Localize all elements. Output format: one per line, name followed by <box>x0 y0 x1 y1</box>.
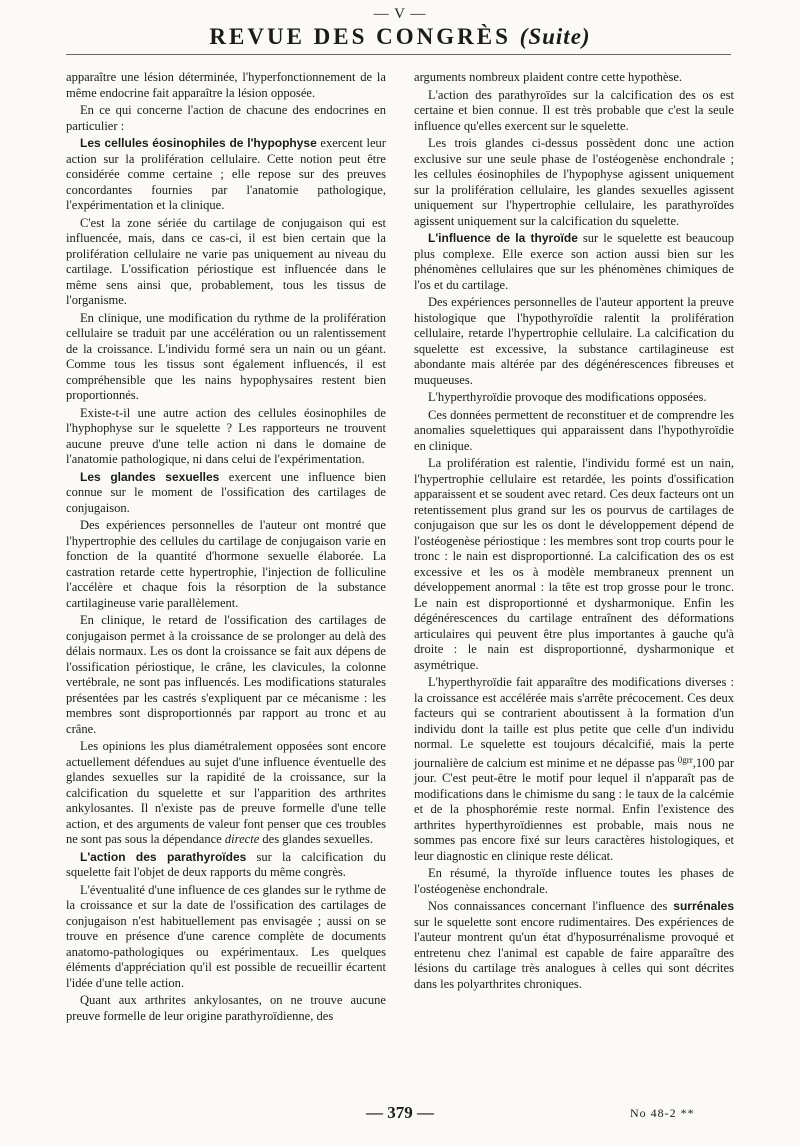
paragraph-text: Nos connaissances concernant l'influence des <box>428 899 674 913</box>
paragraph <box>66 136 386 214</box>
paragraph: En clinique, une modification du rythme de la prolifération cellulaire se traduit par une accélération ou un ralentissement de la croissance. L'individu formé sera un nain ou un géant. Comme tous les tissus sont également influencés, il est compréhensible que les nains hypophysaires restent bien proportionnés. <box>66 310 386 402</box>
paragraph: En clinique, le retard de l'ossification des cartilages de conjugaison permet à la croissance de se prolonger au delà des délais normaux. Les os dont la croissance se fait aux dépens de l'ossification périostique, le crâne, les clavicules, la colonne vertébrale, ne sont pas influencés. Les modifications staturales présentées par les castrés s'expliquent par ce mécanisme : les membres sont disproportionnés par rapport au tronc et au crâne. <box>66 613 386 736</box>
emphasis: directe <box>224 832 260 846</box>
paragraph-text: sur la calcification du squelette fait l'objet de deux rapports du même congrès. <box>66 849 386 879</box>
paragraph: Existe-t-il une autre action des cellules éosinophiles de l'hyphophyse sur le squelette ? Les rapporteurs ne trouvent aucune preuve d'une telle action ni dans le domaine de l'anatomie pathologique, ni dans celui de l'expérimentation. <box>66 405 386 466</box>
paragraph <box>414 899 734 992</box>
paragraph: L'action des parathyroïdes sur la calcification des os est certaine et bien connue. Il est très probable que c'est la seule influence qu'elles exercent sur le squelette. <box>414 87 734 133</box>
paragraph: Des expériences personnelles de l'auteur ont montré que l'hypertrophie des cellules du cartilage de conjugaison varie en fonction de la quantité d'hormone sexuelle élaborée. La castration retarde cette hypertrophie, l'injection de folliculine l'accélère et chaque fois la résorption de la substance cartilagineuse varie parallèlement. <box>66 518 386 610</box>
paragraph-text: des glandes sexuelles. <box>259 832 373 846</box>
paragraph <box>66 470 386 517</box>
paragraph-text: Les opinions les plus diamétralement opposées sont encore actuellement défendues au sujet d'une influence éventuelle des glandes sexuelles sur la rapidité de la croissance, sur la calcification du squelette et sur l'apparition des arthrites ankylosantes. Il n'existe pas de preuve formelle d'une telle action, et des arguments de valeur font penser que ces troubles ne sont pas sous la dépendance <box>66 739 386 846</box>
paragraph-text: sur le squelette est beaucoup plus complexe. Elle exerce son action aussi bien sur les phénomènes cellulaires que sur les phénomènes chimiques de l'os et du cartilage. <box>414 231 734 292</box>
paragraph-text: L'hyperthyroïdie fait apparaître des modifications diverses : la croissance est accélérée mais s'arrête précocement. Ces deux facteurs qui se contrarient aboutissent à la formation d'un individu dont la taille est plus petite que celle d'un individu normal. Le squelette est toujours décalcifié, mais la perte journalière de calcium est minime et ne dépasse pas <box>414 675 734 770</box>
right-column <box>414 70 734 992</box>
paragraph <box>66 850 386 881</box>
paragraph: Les trois glandes ci-dessus possèdent donc une action exclusive sur une seule phase de l'ostéogenèse enchondrale ; les cellules éosinophiles de l'hypophyse agissent uniquement sur la prolifération cellulaire, les glandes sexuelles agissent uniquement sur l'hypertrophie cellulaire, les parathyroïdes agissent uniquement sur la calcification du squelette. <box>414 136 734 228</box>
keyword: Les cellules éosinophiles de l'hypophyse <box>80 136 317 150</box>
keyword: L'influence de la thyroïde <box>428 231 578 245</box>
paragraph: En ce qui concerne l'action de chacune des endocrines en particulier : <box>66 103 386 133</box>
keyword: L'action des parathyroïdes <box>80 849 247 864</box>
paragraph-text: ,100 par jour. C'est peut-être le motif pour lequel il n'apparaît pas de modifications dans le chimisme du sang : le taux de la calcémie et de la phosphorémie reste normal. Enfin l'existence des arthrites hyperthyroïdiennes est probable, mais nous ne sommes pas encore fixé sur leurs caractères histologiques, et leur diagnostic en clinique reste délicat. <box>414 755 734 863</box>
paragraph <box>66 739 386 848</box>
left-column <box>66 70 386 1024</box>
superscript: 0grr <box>677 754 693 765</box>
paragraph: Ces données permettent de reconstituer et de comprendre les anomalies squelettiques qui apparaissent dans l'hypothyroïdie en clinique. <box>414 407 734 453</box>
paragraph: arguments nombreux plaident contre cette hypothèse. <box>414 70 683 84</box>
paragraph: Quant aux arthrites ankylosantes, on ne trouve aucune preuve formelle de leur origine parathyroïdienne, des <box>66 993 386 1023</box>
header-rule <box>66 54 731 55</box>
paragraph: C'est la zone sériée du cartilage de conjugaison qui est influencée, mais, dans ce cas-ci, il est bien certain que la prolifération cellulaire ne varie pas uniquement au niveau du cartilage. L'ossification périostique est influencée dans le même sens ainsi que, probablement, tous les tissus de l'organisme. <box>66 215 386 307</box>
paragraph-text: sur le squelette sont encore rudimentaires. Des expériences de l'auteur montrent qu'un état d'hyposurrénalisme provoqué et entretenu chez l'animal est capable de faire apparaître des lésions du cartilage très analogues à celles qui sont décrites dans les polyarthrites chroniques. <box>414 914 734 991</box>
paragraph-text: exercent leur action sur la prolifération cellulaire. Cette notion peut être considérée comme certaine ; elle repose sur des preuves concordantes fournies par l'anatomie pathologique, l'expérimentation et la clinique. <box>66 136 386 212</box>
paragraph: L'hyperthyroïdie provoque des modifications opposées. <box>428 390 707 404</box>
paragraph: Des expériences personnelles de l'auteur apportent la preuve histologique que l'hypothyroïdie ralentit la prolifération cellulaire, retarde l'hypertrophie cellulaire. La calcification du squelette est excessive, la substance cartilagineuse est abondante mais altérée par des dégénérescences fibreuses et muqueuses. <box>414 295 734 387</box>
paragraph <box>414 231 734 293</box>
paragraph: En résumé, la thyroïde influence toutes les phases de l'ostéogenèse enchondrale. <box>414 866 734 896</box>
paragraph: L'éventualité d'une influence de ces glandes sur le rythme de la croissance et sur la date de l'ossification des cartilages de conjugaison n'est habituellement pas envisagée ; aussi on se trouve en présence d'une carence complète de documents anatomo-pathologiques ou expérimentaux. Les quelques éléments d'appréciation qu'il est possible de recueillir écartent l'idée d'une telle action. <box>66 882 386 990</box>
page-number: — 379 — <box>366 1103 434 1122</box>
title-suite: (Suite) <box>519 24 591 49</box>
paragraph: La prolifération est ralentie, l'individu formé est un nain, l'hypertrophie cellulaire est retardée, les points d'ossification apparaissent et se soudent avec retard. Ces deux facteurs ont un retentissement plus grand sur les os pourvus de cartilages de conjugaison que sur les os dont le développement dépend de l'ostéogenèse périostique : les membres sont trop courts pour le tronc : le nain est disproportionné. La calcification des os est excessive et les os à modèle membraneux prennent un développement anormal : la tête est trop grosse pour le tronc. Le nain est disproportionné et dysharmonique. Enfin les dégénérescences du cartilage entraînent des déformations articulaires qui peuvent être plus importantes à gauche qu'à droite : le nain est disproportionné, dysharmonique et asymétrique. <box>414 456 734 672</box>
keyword: surrénales <box>673 899 734 913</box>
paragraph-text: exercent une influence bien connue sur le moment de l'ossification des cartilages de conjugaison. <box>66 469 386 515</box>
page-folio-top: — V — <box>373 6 427 22</box>
page-title <box>0 24 800 50</box>
paragraph: apparaître une lésion déterminée, l'hyperfonctionnement de la même endocrine fait apparaître la lésion opposée. <box>66 70 386 100</box>
document-number: No 48-2 ** <box>630 1106 695 1120</box>
paragraph <box>414 675 734 864</box>
title-text: REVUE DES CONGRÈS <box>209 24 511 49</box>
keyword: Les glandes sexuelles <box>80 469 220 484</box>
